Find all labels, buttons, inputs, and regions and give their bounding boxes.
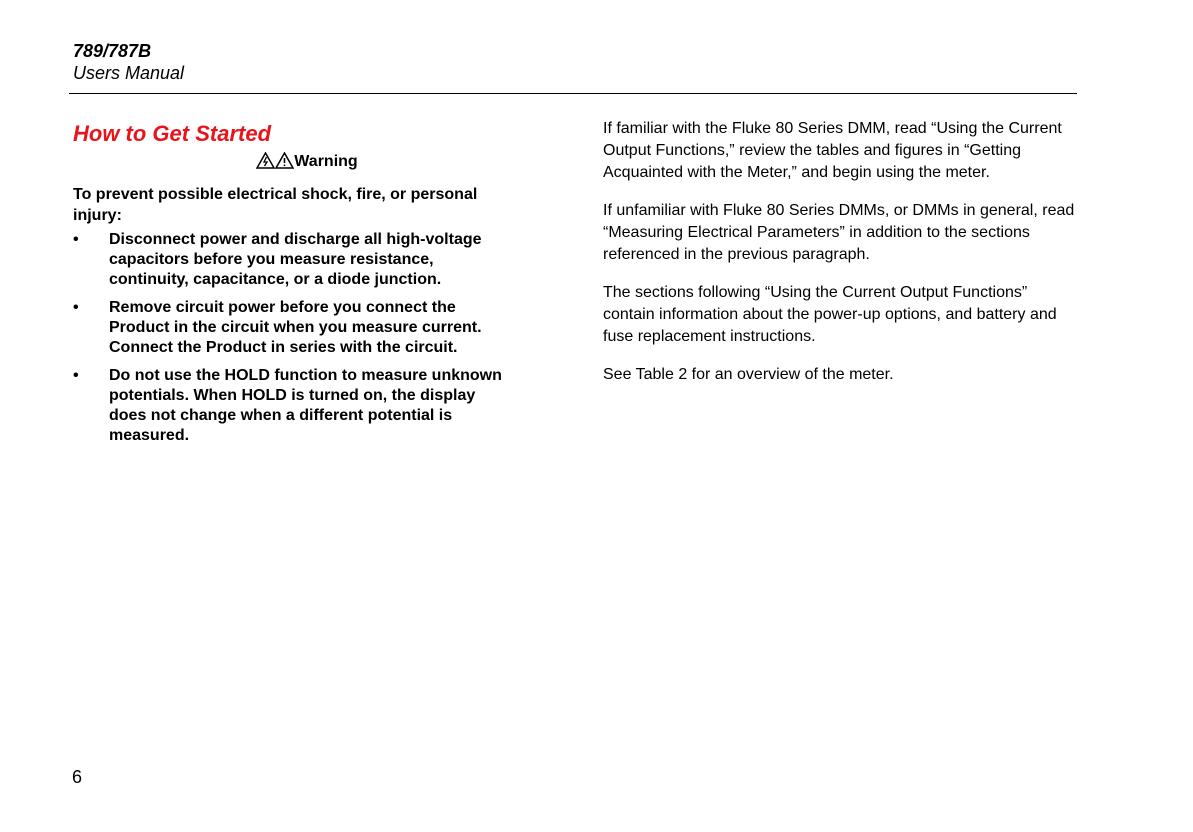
list-item-text: Do not use the HOLD function to measure unknown potentials. When HOLD is turned on, the display does not change when a different potential is measured. <box>109 367 502 444</box>
list-item-text: Disconnect power and discharge all high-voltage capacitors before you measure resistance, continuity, capacitance, or a diode junction. <box>109 231 482 288</box>
right-column <box>603 118 1078 402</box>
list-item-text: Remove circuit power before you connect the Product in the circuit when you measure current. Connect the Product in series with the circuit. <box>109 299 482 356</box>
model-number: 789/787B <box>73 41 152 61</box>
paragraph: See Table 2 for an overview of the meter. <box>603 366 894 383</box>
page-header <box>73 40 184 84</box>
electric-hazard-icon <box>256 152 275 169</box>
paragraph: If unfamiliar with Fluke 80 Series DMMs, or DMMs in general, read “Measuring Electrical Parameters” in addition to the sections referenced in the previous paragraph. <box>603 202 1075 263</box>
paragraph: The sections following “Using the Current Output Functions” contain information about the power-up options, and battery and fuse replacement instructions. <box>603 284 1057 345</box>
page-number: 6 <box>72 767 83 787</box>
warning-list <box>73 230 513 446</box>
warning-heading <box>73 152 513 172</box>
list-item <box>73 298 513 358</box>
bullet-icon: • <box>73 299 79 316</box>
warning-label: Warning <box>294 153 358 170</box>
manual-subtitle: Users Manual <box>73 63 185 83</box>
list-item <box>73 230 513 290</box>
paragraph: If familiar with the Fluke 80 Series DMM, read “Using the Current Output Functions,” review the tables and figures in “Getting Acquainted with the Meter,” and begin using the meter. <box>603 120 1062 181</box>
bullet-icon: • <box>73 367 79 384</box>
warning-intro: To prevent possible electrical shock, fire, or personal injury: <box>73 186 478 224</box>
section-title: How to Get Started <box>73 121 272 146</box>
bullet-icon: • <box>73 231 79 248</box>
list-item <box>73 366 513 446</box>
left-column <box>73 120 513 454</box>
header-divider <box>69 93 1077 94</box>
caution-icon <box>275 152 294 169</box>
